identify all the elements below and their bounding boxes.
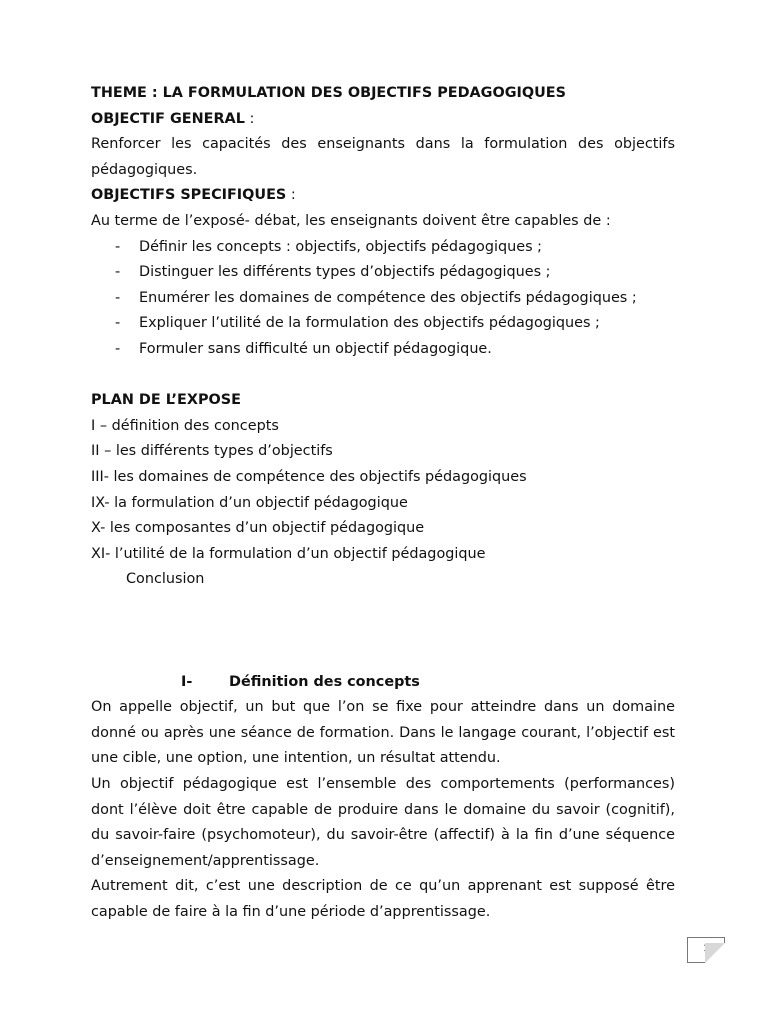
paragraph: On appelle objectif, un but que l’on se fixe pour atteindre dans un domaine donné ou après une séance de formation. Dans le langage courant, l’objectif est une cible, une option, une intention, un résultat attendu.: [91, 699, 675, 767]
objectifs-list: [91, 235, 675, 363]
plan-heading: PLAN DE L’EXPOSE: [91, 392, 241, 409]
plan-item: I – définition des concepts: [91, 417, 279, 434]
objectifs-intro: Au terme de l’exposé- débat, les enseignants doivent être capables de :: [91, 212, 611, 229]
plan-item: III- les domaines de compétence des objectifs pédagogiques: [91, 468, 527, 485]
page-number-box: [687, 937, 725, 963]
page-fold-icon: [705, 943, 725, 963]
objectifs-specifiques-sep: :: [286, 187, 296, 204]
list-item: [91, 286, 675, 312]
section-heading: [91, 670, 675, 696]
list-item: [91, 260, 675, 286]
objectif-general-sep: :: [244, 110, 255, 127]
list-item: [91, 337, 675, 363]
plan-item: IX- la formulation d’un objectif pédagogique: [91, 494, 408, 511]
objectif-general-text: Renforcer les capacités des enseignants dans la formulation des objectifs pédagogiques.: [91, 136, 675, 178]
list-item-text: Expliquer l’utilité de la formulation des objectifs pédagogiques ;: [139, 315, 600, 332]
document-page: [91, 81, 675, 926]
spacer: [91, 363, 675, 389]
plan-conclusion: Conclusion: [126, 571, 205, 588]
list-item-text: Définir les concepts : objectifs, objectifs pédagogiques ;: [139, 238, 542, 255]
list-dash: -: [115, 340, 121, 357]
objectifs-specifiques-label: OBJECTIFS SPECIFIQUES: [91, 187, 287, 204]
plan-item: X- les composantes d’un objectif pédagogique: [91, 520, 425, 537]
list-item: [91, 311, 675, 337]
list-dash: -: [115, 238, 121, 255]
list-dash: -: [115, 289, 121, 306]
paragraph: Autrement dit, c’est une description de ce qu’un apprenant est supposé être capable de faire à la fin d’une période d’apprentissage.: [91, 878, 675, 921]
plan-item: XI- l’utilité de la formulation d’un objectif pédagogique: [91, 545, 486, 562]
spacer: [91, 593, 675, 670]
list-item-text: Formuler sans difficulté un objectif pédagogique.: [139, 340, 492, 357]
list-item-text: Distinguer les différents types d’objectifs pédagogiques ;: [139, 264, 551, 281]
theme-heading: THEME : LA FORMULATION DES OBJECTIFS PEDAGOGIQUES: [91, 85, 566, 101]
page-number: 1: [703, 944, 709, 954]
list-dash: -: [115, 264, 121, 281]
list-item: [91, 235, 675, 261]
objectif-general-label: OBJECTIF GENERAL: [91, 110, 245, 127]
objectifs-specifiques-heading: [91, 183, 675, 209]
objectif-general-heading: [91, 107, 675, 133]
section-body: [91, 695, 675, 925]
plan-item: II – les différents types d’objectifs: [91, 443, 333, 460]
section-number: I-: [181, 673, 193, 690]
list-item-text: Enumérer les domaines de compétence des objectifs pédagogiques ;: [139, 289, 637, 306]
paragraph: Un objectif pédagogique est l’ensemble des comportements (performances) dont l’élève doit être capable de produire dans le domaine du savoir (cognitif), du savoir-faire (psychomoteur), du savoir-être (affectif) à la fin d’une séquence d’enseignement/apprentissage.: [91, 776, 675, 869]
list-dash: -: [115, 315, 121, 332]
section-title: Définition des concepts: [229, 673, 420, 690]
